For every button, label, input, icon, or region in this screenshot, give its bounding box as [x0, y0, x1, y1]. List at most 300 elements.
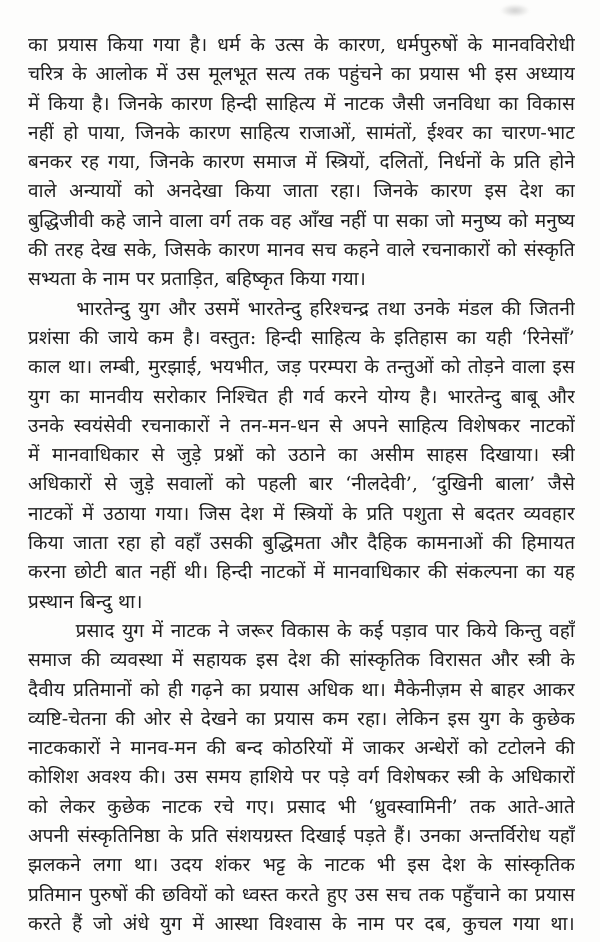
word: टटोलने: [497, 737, 546, 760]
word: हिन्दी: [221, 92, 258, 115]
word: कुचल: [462, 912, 503, 935]
text-line: [28, 763, 575, 792]
word: कारण,: [338, 34, 387, 56]
word: झलकने: [28, 854, 81, 877]
word: युग: [28, 385, 50, 408]
word: भारतेन्दु: [447, 385, 501, 408]
text-line: [28, 177, 575, 206]
word: सत्य: [265, 63, 296, 86]
word: युग: [138, 297, 161, 320]
word: तक: [469, 795, 496, 818]
word: विरासत: [429, 649, 482, 672]
word: का: [507, 883, 528, 906]
word: के: [331, 912, 347, 935]
text-line: [28, 60, 575, 89]
page-paragraphs: [28, 31, 575, 939]
text-line: [28, 822, 575, 851]
word: में: [305, 151, 317, 174]
word: साहस: [426, 444, 468, 467]
word: की: [79, 326, 99, 349]
word: नाटक: [161, 795, 202, 818]
word: पहुँचाने: [451, 883, 501, 906]
word: के: [342, 502, 358, 525]
word: को: [468, 737, 489, 760]
word: बहिष्कृत: [225, 268, 284, 291]
word: जैसी: [392, 92, 425, 115]
word: करते: [28, 912, 62, 935]
text-line: [28, 31, 575, 60]
word: से: [104, 473, 118, 496]
text-line: [28, 236, 575, 265]
word: के: [477, 854, 493, 877]
word: जैसे: [547, 473, 575, 496]
word: के: [364, 356, 380, 379]
word: हुए: [326, 883, 348, 906]
word: स्त्रियों: [293, 502, 333, 525]
word: प्रयास: [419, 63, 460, 86]
word: इस: [407, 854, 430, 877]
text-line: [28, 207, 575, 236]
word: अध्याय: [525, 63, 575, 86]
text-line: [28, 646, 575, 675]
word: था।: [118, 590, 143, 613]
word: लम्बी,: [99, 356, 141, 379]
word: उनके: [28, 414, 64, 437]
word: के: [82, 268, 97, 291]
word: है।: [92, 92, 110, 115]
word: मैकेनीज़म: [394, 678, 462, 701]
word: के: [488, 766, 504, 789]
word: युग: [122, 619, 145, 642]
word: किया: [107, 34, 144, 56]
text-line: [28, 441, 575, 470]
word: दिखाया।: [480, 444, 540, 467]
word: में: [171, 649, 184, 672]
word: कारण: [430, 180, 472, 203]
word: की: [115, 707, 136, 730]
word: में: [192, 912, 204, 935]
word: बुद्धिजीवी: [28, 209, 94, 232]
word: जड़: [276, 356, 302, 379]
word: धर्म: [217, 34, 241, 56]
word: है।: [189, 34, 208, 56]
word: प्रताड़ित,: [160, 268, 220, 291]
word: मनुष्य: [461, 209, 502, 232]
word: का: [28, 34, 48, 56]
word: जुड़े: [176, 444, 202, 467]
word: तक: [418, 883, 445, 906]
word: सांस्कृतिक: [349, 649, 420, 672]
word: कम: [147, 326, 174, 349]
text-line: [28, 851, 575, 880]
word: स्त्री: [551, 444, 575, 467]
word: और: [491, 649, 519, 672]
word: की: [80, 649, 101, 672]
word: रहा।: [357, 707, 388, 730]
text-line: [28, 470, 575, 499]
word: पर: [135, 268, 155, 291]
word: में: [313, 561, 325, 584]
word: प्रयास: [535, 883, 575, 906]
text-line: [28, 500, 575, 529]
word: के: [467, 34, 483, 56]
word: पुरुषों: [89, 883, 128, 906]
word: प्रयास: [259, 678, 300, 701]
word: अधिकारों: [511, 766, 575, 789]
word: की: [320, 649, 341, 672]
word: बुद्धिमता: [262, 532, 321, 555]
word: और: [168, 297, 196, 320]
word: अधिकारों: [28, 473, 92, 496]
word: मानवीय: [89, 385, 144, 408]
word: से: [469, 678, 483, 701]
word: दैहिक: [367, 532, 408, 555]
word: कम: [322, 707, 349, 730]
word: ही: [167, 678, 183, 701]
word: जरूर: [236, 619, 274, 642]
word: गए।: [245, 795, 275, 818]
word: नाटक: [170, 619, 211, 642]
word: सांस्कृतिक: [504, 854, 575, 877]
word: का: [245, 707, 266, 730]
word: जिनके: [135, 121, 180, 144]
word: में: [341, 737, 354, 760]
word: को: [440, 356, 461, 379]
word: व्यवस्था: [109, 649, 163, 672]
word: को: [225, 473, 246, 496]
text-line: [28, 676, 575, 705]
word: दिखाई: [300, 825, 346, 848]
word: किया: [234, 180, 271, 203]
word: इस: [494, 63, 518, 86]
text-line: [28, 910, 575, 939]
word: जाकर: [362, 737, 405, 760]
word: वाले: [28, 180, 57, 203]
word: नाटकों: [28, 502, 73, 525]
word: जाने: [132, 209, 163, 232]
word: वर्ग: [209, 209, 232, 232]
word: हैं: [72, 912, 83, 935]
word: आस्था: [214, 912, 259, 935]
word: ‘ध्रुवस्वामिनी’: [368, 795, 458, 818]
word: आँख: [298, 209, 334, 232]
word: लेकर: [59, 795, 96, 818]
word: चारण-भाट: [501, 121, 575, 144]
word: धर्मपुरुषों: [396, 34, 458, 56]
word: के: [72, 63, 87, 86]
word: तन-मन-धन: [240, 414, 320, 437]
word: आकर: [532, 678, 575, 701]
word: दैवीय: [28, 678, 65, 701]
word: कुछेक: [107, 795, 150, 818]
word: बिन्दु: [79, 590, 112, 613]
word: किन्तु: [504, 619, 542, 642]
word: जिनके: [373, 180, 419, 203]
word: देश: [519, 180, 543, 203]
word: योग्य: [377, 385, 411, 408]
text-line: [28, 734, 575, 763]
word: ‘रिनेसाँ’: [521, 326, 575, 349]
word: परम्परा: [308, 356, 358, 379]
text-line: [28, 353, 575, 382]
word: देश: [240, 502, 264, 525]
word: जितनी: [529, 297, 575, 320]
word: जो: [435, 209, 455, 232]
word: की: [501, 297, 521, 320]
word: भी: [467, 63, 487, 86]
word: बन्द: [235, 737, 263, 760]
word: बदतर: [474, 502, 515, 525]
word: विशेषकर: [457, 414, 521, 437]
word: संकल्पना: [455, 561, 518, 584]
word: यह: [553, 561, 575, 584]
word: मानवविरोधी: [492, 34, 575, 56]
word: के: [250, 34, 266, 56]
word: हरिश्चन्द्र: [309, 297, 369, 320]
word: की: [555, 737, 575, 760]
word: तक: [304, 63, 330, 86]
word: प्रश्नों: [214, 444, 244, 467]
word: पड़े: [328, 766, 350, 789]
text-line: [28, 90, 575, 119]
word: के: [490, 151, 505, 174]
word: नहीं: [340, 209, 367, 232]
word: गर्व: [302, 385, 325, 408]
word: हिन्दी: [216, 561, 253, 584]
word: देखने: [200, 707, 238, 730]
word: दलितों,: [379, 151, 430, 174]
word: वाले: [386, 239, 415, 262]
word: पर: [395, 912, 414, 935]
word: पड़ाव: [390, 619, 428, 642]
word: ने: [110, 737, 121, 760]
word: जाता: [73, 532, 109, 555]
word: भी: [376, 854, 396, 877]
word: थी।: [183, 561, 209, 584]
word: उस: [174, 766, 198, 789]
word: प्रस्थान: [28, 590, 74, 613]
word: वह: [270, 209, 292, 232]
word: भारतेन्दु: [76, 297, 130, 320]
word: समाज: [28, 649, 72, 672]
word: है।: [183, 326, 201, 349]
word: से: [151, 444, 165, 467]
word: जिस: [198, 502, 231, 525]
word: में: [82, 502, 94, 525]
word: युग: [478, 707, 501, 730]
word: को: [214, 883, 235, 906]
word: उस: [176, 63, 200, 86]
word: था।: [67, 356, 93, 379]
word: कारण: [189, 121, 231, 144]
word: निश्चित: [216, 385, 268, 408]
word: सके,: [123, 239, 158, 262]
word: को: [255, 444, 276, 467]
word: से: [179, 707, 193, 730]
word: और: [547, 385, 575, 408]
word: काल: [28, 356, 61, 379]
word: तोड़ने: [467, 356, 505, 379]
word: जिसके: [164, 239, 212, 262]
word: नहीं: [28, 121, 54, 144]
word: वहाँ: [549, 619, 575, 642]
word: रह: [80, 151, 100, 174]
word: उत्स: [275, 34, 305, 56]
word: का: [525, 561, 546, 584]
word: हिन्दी: [265, 326, 302, 349]
word: व्यष्टि-चेतना: [28, 707, 107, 730]
word: उसकी: [209, 532, 253, 555]
word: संशयग्रस्त: [226, 825, 293, 848]
word: अन्धेरों: [414, 737, 459, 760]
word: वहाँ: [174, 532, 201, 555]
word: में: [156, 63, 168, 86]
word: निर्धनों: [438, 151, 482, 174]
word: पशुता: [402, 502, 443, 525]
word: की।: [139, 766, 167, 789]
word: नाटककारों: [28, 737, 101, 760]
scan-smudge: [500, 4, 530, 17]
word: को: [134, 180, 154, 203]
word: में: [273, 502, 285, 525]
word: रहा।: [330, 180, 362, 203]
word: संस्कृतिनिष्ठा: [77, 825, 161, 848]
word: की: [427, 561, 448, 584]
word: छोटी: [74, 561, 108, 584]
word: का: [337, 444, 358, 467]
word: अन्यायों: [69, 180, 122, 203]
word: प्रति: [513, 151, 541, 174]
word: कोशिश: [28, 766, 79, 789]
word: में: [151, 619, 164, 642]
word: तथा: [377, 297, 406, 320]
word: करना: [28, 561, 67, 584]
word: सभ्यता: [28, 268, 76, 291]
word: भी: [337, 795, 357, 818]
word: रहा: [117, 532, 141, 555]
word: को: [508, 209, 528, 232]
word: गया: [153, 34, 180, 56]
word: गया।: [331, 268, 366, 291]
word: प्रसाद: [286, 795, 326, 818]
word: बाला’: [495, 473, 536, 496]
word: तक: [238, 209, 264, 232]
word: प्रशंसा: [28, 326, 70, 349]
word: प्रति: [366, 502, 394, 525]
word: देख: [90, 239, 117, 262]
word: का: [555, 180, 575, 203]
word: रचनाकारों: [422, 239, 491, 262]
word: प्रयास: [274, 707, 314, 730]
word: गया: [512, 912, 540, 935]
word: उस: [354, 883, 379, 906]
word: हो: [150, 532, 166, 555]
word: अनदेखा: [166, 180, 223, 203]
word: इस: [484, 180, 507, 203]
word: किये: [466, 619, 498, 642]
word: की: [492, 532, 512, 555]
word: कारण: [218, 239, 260, 262]
word: इतिहास: [394, 326, 448, 349]
word: व्यवहार: [523, 502, 575, 525]
word: था।: [361, 678, 386, 701]
word: हो: [63, 121, 79, 144]
word: यही: [485, 326, 512, 349]
word: सामंतों,: [366, 121, 418, 144]
word: विश्वास: [269, 912, 322, 935]
word: का: [391, 63, 411, 86]
word: अधिक: [307, 678, 354, 701]
word: जुड़े: [129, 473, 155, 496]
word: मनुष्य: [534, 209, 575, 232]
text-line: [28, 529, 575, 558]
word: कोठरियों: [272, 737, 333, 760]
word: पड़ते: [353, 825, 386, 848]
word: बनकर: [28, 151, 73, 174]
word: उनका: [419, 825, 461, 848]
word: प्रतिमान: [28, 883, 82, 906]
word: से: [329, 414, 343, 437]
word: मानव-मन: [130, 737, 197, 760]
word: सरोकार: [153, 385, 207, 408]
word: से: [451, 502, 465, 525]
word: देश: [442, 854, 466, 877]
word: समाज: [253, 151, 297, 174]
word: उठाया: [103, 502, 146, 525]
word: समय: [205, 766, 242, 789]
word: अपने: [352, 414, 389, 437]
word: बाहर: [490, 678, 525, 701]
word: नाटक: [324, 854, 365, 877]
word: का: [231, 678, 252, 701]
word: भट्ट: [262, 854, 286, 877]
word: मानवाधिकार: [333, 561, 420, 584]
word: असीम: [370, 444, 415, 467]
word: कहे: [100, 209, 126, 232]
word: विकास: [526, 92, 575, 115]
word: छवियों: [162, 883, 208, 906]
word: जिनके: [149, 151, 195, 174]
word: मूलभूत: [208, 63, 258, 86]
word: में: [28, 92, 40, 115]
word: में: [28, 444, 40, 467]
word: तरह: [54, 239, 84, 262]
word: बात: [115, 561, 142, 584]
word: ने: [218, 619, 229, 642]
word: के: [297, 854, 313, 877]
word: होने: [549, 151, 575, 174]
text-line: [28, 295, 575, 324]
word: ही: [277, 385, 293, 408]
word: की: [28, 239, 48, 262]
word: शंकर: [214, 854, 251, 877]
text-line: [28, 881, 575, 910]
word: सहायक: [192, 649, 247, 672]
word: तन्तुओं: [386, 356, 434, 379]
word: वाला: [169, 209, 203, 232]
word: हैं।: [394, 825, 412, 848]
word: पर: [301, 766, 321, 789]
word: मानव: [266, 239, 305, 262]
word: करने: [334, 385, 368, 408]
word: साहित्य: [239, 121, 290, 144]
word: कारण: [202, 151, 245, 174]
word: आते-आते: [507, 795, 575, 818]
word: अवश्य: [86, 766, 132, 789]
word: इस: [552, 356, 575, 379]
text-line: [28, 119, 575, 148]
word: भयभीत,: [209, 356, 270, 379]
